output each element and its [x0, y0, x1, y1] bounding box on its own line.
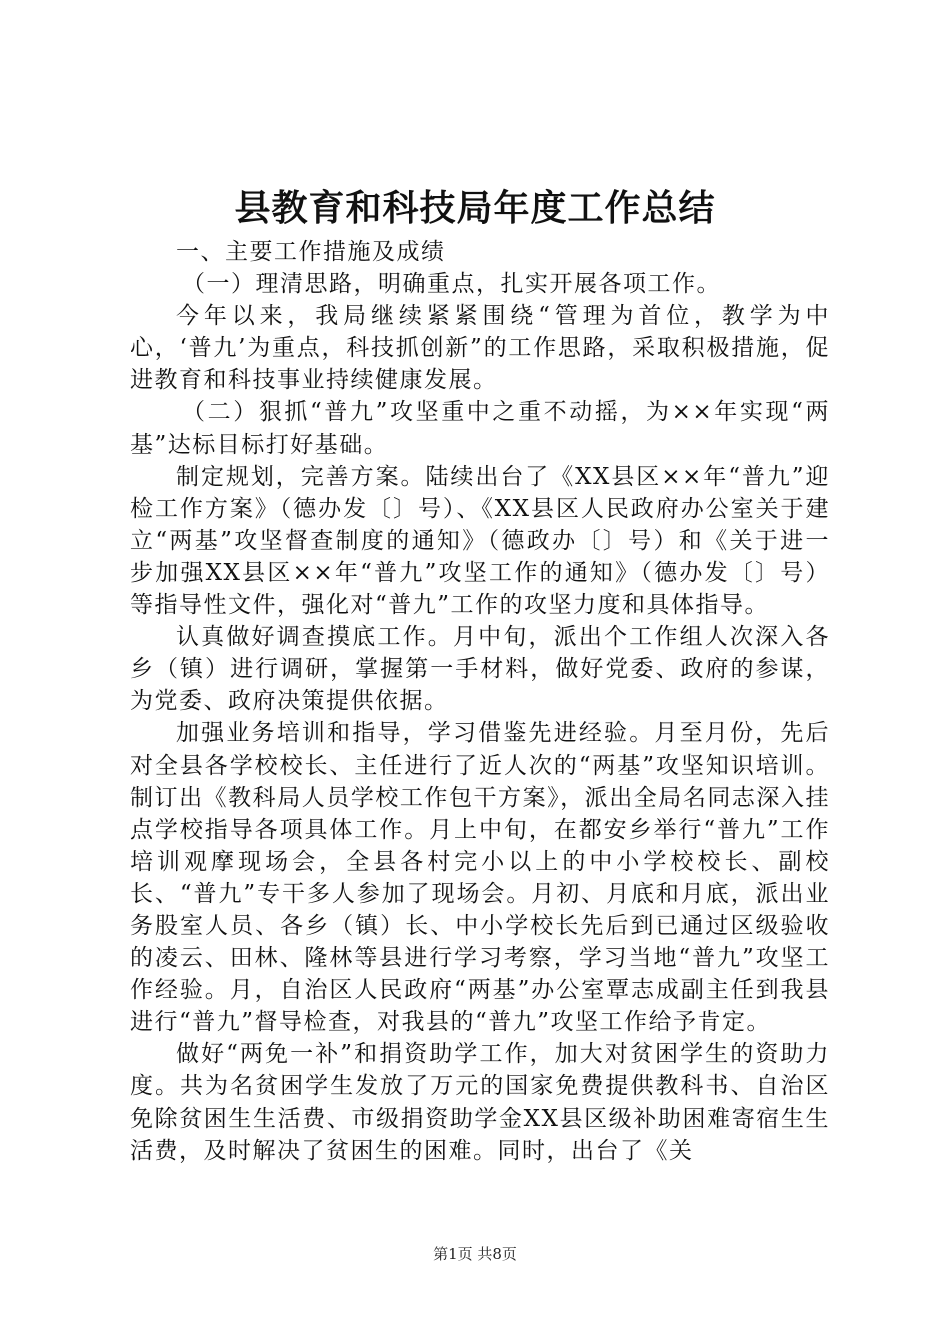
document-body [130, 236, 830, 1167]
document-title: 县教育和科技局年度工作总结 [234, 187, 716, 229]
body-paragraph: 认真做好调查摸底工作。月中旬，派出个工作组人次深入各乡（镇）进行调研，掌握第一手材料，做好党委、政府的参谋，为党委、政府决策提供依据。 [130, 624, 830, 715]
body-paragraph: 制定规划，完善方案。陆续出台了《XX县区××年“普九”迎检工作方案》（德办发〔〕号）、《XX县区人民政府办公室关于建立“两基”攻坚督查制度的通知》（德政办〔〕号）和《关于进一步加强XX县区××年“普九”攻坚工作的通知》（德办发〔〕号）等指导性文件，强化对“普九”工作的攻坚力度和具体指导。 [130, 463, 830, 619]
page-number-footer: 第1页 共8页 [433, 1245, 517, 1263]
body-paragraph: 做好“两免一补”和捐资助学工作，加大对贫困学生的资助力度。共为名贫困学生发放了万元的国家免费提供教科书、自治区免除贫困生生活费、市级捐资助学金XX县区级补助困难寄宿生生活费，及时解决了贫困生的困难。同时，出台了《关 [130, 1041, 830, 1164]
subsection-heading: （二）狠抓“普九”攻坚重中之重不动摇，为××年实现“两基”达标目标打好基础。 [130, 399, 830, 458]
section-heading: 一、主要工作措施及成绩 [176, 239, 446, 265]
body-paragraph: 今年以来，我局继续紧紧围绕“管理为首位，教学为中心，‘普九’为重点，科技抓创新”的工作思路，采取积极措施，促进教育和科技事业持续健康发展。 [130, 303, 830, 394]
subsection-heading: （一）理清思路，明确重点，扎实开展各项工作。 [182, 271, 721, 298]
body-paragraph: 加强业务培训和指导，学习借鉴先进经验。月至月份，先后对全县各学校校长、主任进行了近人次的“两基”攻坚知识培训。制订出《教科局人员学校工作包干方案》，派出全局名同志深入挂点学校指导各项具体工作。月上中旬，在都安乡举行“普九”工作培训观摩现场会，全县各村完小以上的中小学校校长、副校长、“普九”专干多人参加了现场会。月初、月底和月底，派出业务股室人员、各乡（镇）长、中小学校长先后到已通过区级验收的凌云、田林、隆林等县进行学习考察，学习当地“普九”攻坚工作经验。月，自治区人民政府“两基”办公室覃志成副主任到我县进行“普九”督导检查，对我县的“普九”攻坚工作给予肯定。 [130, 720, 830, 1036]
